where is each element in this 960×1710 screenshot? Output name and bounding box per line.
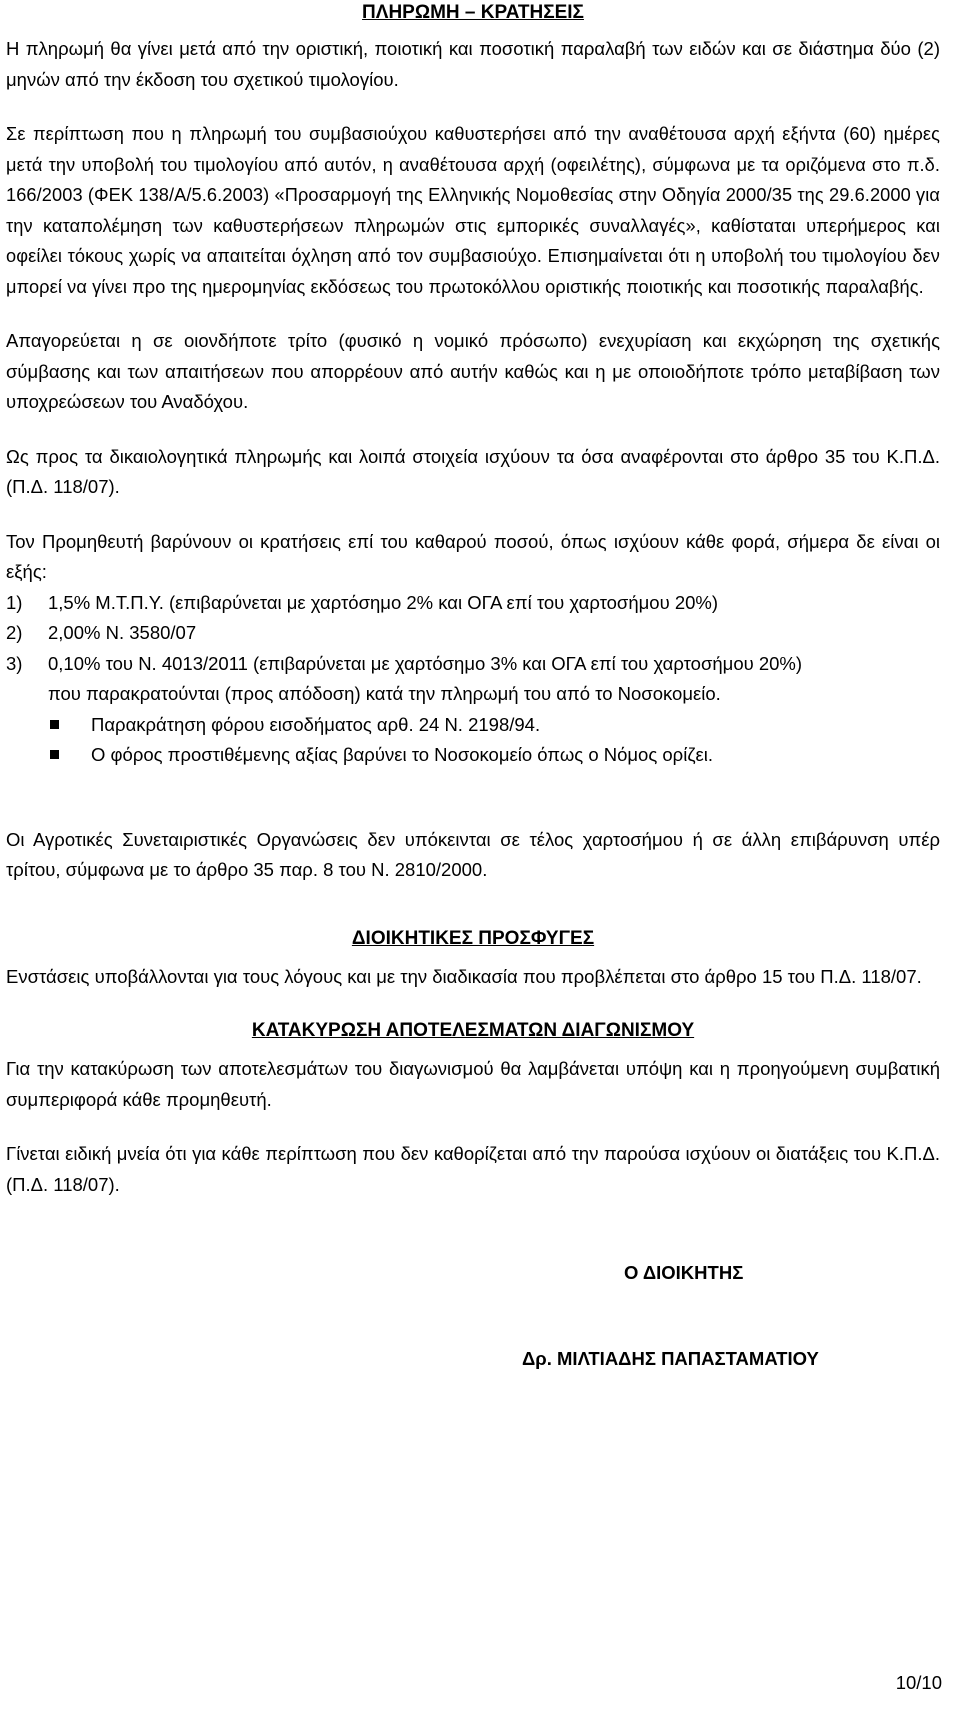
tax-bullet-item: [6, 710, 940, 741]
payment-heading: ΠΛΗΡΩΜΗ – ΚΡΑΤΗΣΕΙΣ: [362, 2, 584, 23]
payment-paragraph-1: Η πληρωμή θα γίνει μετά από την οριστική, ποιοτική και ποσοτική παραλαβή των ειδών και σε διάστημα δύο (2) μηνών από την έκδοση του σχετικού τιμολογίου.: [6, 38, 940, 90]
deduction-text: 0,10% του Ν. 4013/2011 (επιβαρύνεται με χαρτόσημο 3% και ΟΓΑ επί του χαρτοσήμου 20%): [48, 652, 803, 674]
signature-name: Δρ. ΜΙΛΤΙΑΔΗΣ ΠΑΠΑΣΤΑΜΑΤΙΟΥ: [522, 1348, 819, 1369]
deduction-number: 2): [6, 622, 23, 643]
payment-paragraph-3: Απαγορεύεται η σε οιονδήποτε τρίτο (φυσικό η νομικό πρόσωπο) ενεχυρίαση και εκχώρηση της σχετικής σύμβασης και των απαιτήσεων που απορρέουν από αυτήν καθώς και η με οποιοδήποτε τρόπο μεταβίβαση των υποχρεώσεων του Αναδόχου.: [6, 330, 940, 412]
payment-paragraph-4: Ως προς τα δικαιολογητικά πληρωμής και λοιπά στοιχεία ισχύουν τα όσα αναφέρονται στο άρθρο 35 του Κ.Π.Δ. (Π.Δ. 118/07).: [6, 445, 940, 497]
square-bullet-icon: [50, 750, 59, 759]
payment-paragraph-5: Τον Προμηθευτή βαρύνουν οι κρατήσεις επί του καθαρού ποσού, όπως ισχύουν κάθε φορά, σήμερα δε είναι οι εξής:: [6, 530, 940, 582]
deductions-list: [6, 588, 940, 680]
page-number: 10/10: [895, 1672, 942, 1693]
tax-bullet-text: Ο φόρος προστιθέμενης αξίας βαρύνει το Νοσοκομείο όπως ο Νόμος ορίζει.: [91, 744, 713, 765]
deduction-item: [6, 588, 940, 619]
square-bullet-icon: [50, 720, 59, 729]
tax-bullet-item: [6, 740, 940, 771]
tax-bullets: [6, 710, 940, 771]
award-paragraph-2: Γίνεται ειδική μνεία ότι για κάθε περίπτωση που δεν καθορίζεται από την παρούσα ισχύουν οι διατάξεις του Κ.Π.Δ. (Π.Δ. 118/07).: [6, 1143, 940, 1195]
deduction-item: [6, 618, 940, 649]
cooperatives-paragraph: Οι Αγροτικές Συνεταιριστικές Οργανώσεις δεν υπόκεινται σε τέλος χαρτοσήμου ή σε άλλη επιβάρυνση υπέρ τρίτου, σύμφωνα με το άρθρο 35 παρ. 8 του Ν. 2810/2000.: [6, 828, 940, 880]
deduction-text: 1,5% Μ.Τ.Π.Υ. (επιβαρύνεται με χαρτόσημο 2% και ΟΓΑ επί του χαρτοσήμου 20%): [48, 591, 719, 613]
deduction-number: 3): [6, 652, 23, 674]
appeals-heading: ΔΙΟΙΚΗΤΙΚΕΣ ΠΡΟΣΦΥΓΕΣ: [351, 927, 595, 949]
award-heading: ΚΑΤΑΚΥΡΩΣΗ ΑΠΟΤΕΛΕΣΜΑΤΩΝ ΔΙΑΓΩΝΙΣΜΟΥ: [251, 1020, 695, 1041]
payment-paragraph-2: Σε περίπτωση που η πληρωμή του συμβασιούχου καθυστερήσει από την αναθέτουσα αρχή εξήντα (60) ημέρες μετά την υποβολή του τιμολογίου από αυτόν, η αναθέτουσα αρχή (οφειλέτης), σύμφωνα με τα οριζόμενα στο π.δ. 166/2003 (ΦΕΚ 138/Α/5.6.2003) «Προσαρμογή της Ελληνικής Νομοθεσίας στην Οδηγία 2000/35 της 29.6.2000 για την καταπολέμηση των καθυστερήσεων πληρωμών στις εμπορικές συναλλαγές», καθίσταται υπερήμερος και οφείλει τόκους χωρίς να απαιτείται όχληση από τον συμβασιούχο. Επισημαίνεται ότι η υποβολή του τιμολογίου δεν μπορεί να γίνει προ της ημερομηνίας εκδόσεως του πρωτοκόλλου οριστικής ποιοτικής και ποσοτικής παραλαβής.: [6, 124, 940, 297]
deduction-item: [6, 649, 940, 680]
tax-bullet-text: Παρακράτηση φόρου εισοδήματος αρθ. 24 Ν. 2198/94.: [91, 713, 541, 735]
deduction-text: 2,00% Ν. 3580/07: [48, 622, 197, 643]
signature-role: Ο ΔΙΟΙΚΗΤΗΣ: [624, 1262, 744, 1283]
deduction-number: 1): [6, 591, 23, 613]
withheld-note: που παρακρατούνται (προς απόδοση) κατά την πληρωμή του από το Νοσοκομείο.: [48, 683, 721, 704]
document-page: [6, 0, 940, 1372]
appeals-paragraph: Ενστάσεις υποβάλλονται για τους λόγους και με την διαδικασία που προβλέπεται στο άρθρο 15 του Π.Δ. 118/07.: [6, 965, 922, 987]
award-paragraph-1: Για την κατακύρωση των αποτελεσμάτων του διαγωνισμού θα λαμβάνεται υπόψη και η προηγούμενη συμβατική συμπεριφορά κάθε προμηθευτή.: [6, 1058, 940, 1110]
